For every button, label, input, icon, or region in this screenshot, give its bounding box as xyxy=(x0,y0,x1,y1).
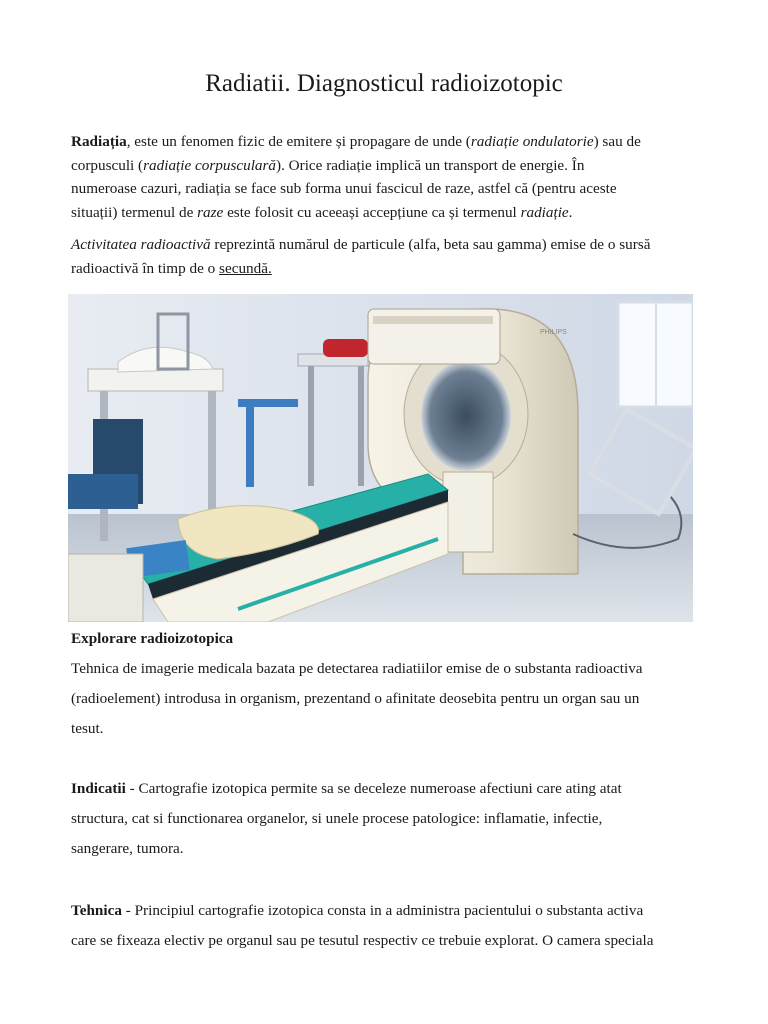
term-corpusculara: radiație corpusculară xyxy=(143,156,277,174)
text-run: - Cartografie izotopica permite sa se deceleze numeroase afectiuni care ating atat xyxy=(125,780,622,797)
text-line xyxy=(71,233,699,257)
text-run: corpusculi ( xyxy=(71,156,144,174)
text-line: (radioelement) introdusa in organism, prezentand o afinitate deosebita pentru un organ sau un xyxy=(71,690,640,707)
term-raze: raze xyxy=(197,203,224,221)
ct-scanner-photo xyxy=(68,294,693,622)
text-run: situații) termenul de xyxy=(71,203,198,221)
term-ondulatorie: radiație ondulatorie xyxy=(470,133,594,150)
label-tehnica: Tehnica xyxy=(71,902,122,919)
text-run: este folosit cu aceeași accepțiune ca și termenul xyxy=(223,203,521,221)
term-radiatie: radiație xyxy=(520,203,569,221)
link-secunda[interactable]: secundă. xyxy=(219,259,272,277)
paragraph-indicatii xyxy=(71,774,699,864)
text-line xyxy=(71,154,699,178)
term-radiatia: Radiația xyxy=(71,133,127,150)
text-run: ) sau de xyxy=(593,133,641,150)
text-run: radioactivă în timp de o xyxy=(71,259,220,277)
text-line: Tehnica de imagerie medicala bazata pe detectarea radiatiilor emise de o substanta radioactiva xyxy=(71,660,643,677)
text-line xyxy=(71,201,699,225)
text-line xyxy=(71,130,699,154)
heading-text: Explorare radioizotopica xyxy=(71,630,234,647)
heading-explorare xyxy=(71,627,699,651)
paragraph-activitatea xyxy=(71,233,699,280)
text-run: , este un fenomen fizic de emitere și propagare de unde ( xyxy=(126,133,471,150)
text-line: tesut. xyxy=(71,720,104,737)
text-line xyxy=(71,774,699,804)
label-indicatii: Indicatii xyxy=(71,780,126,797)
text-line: structura, cat si functionarea organelor, si unele procese patologice: inflamatie, infectie, xyxy=(71,810,603,827)
page-title: Radiatii. Diagnosticul radioizotopic xyxy=(205,70,563,97)
text-run: ). Orice radiație implică un transport de energie. În xyxy=(276,156,585,174)
text-line: care se fixeaza electiv pe organul sau pe tesutul respectiv ce trebuie explorat. O camera speciala xyxy=(71,932,654,949)
paragraph-radiatia xyxy=(71,130,699,224)
text-run: - Principiul cartografie izotopica consta in a administra pacientului o substanta activa xyxy=(121,902,644,919)
text-line xyxy=(71,896,699,926)
paragraph-tehnica-imagerie xyxy=(71,654,699,744)
philips-logo-text: PHILIPS xyxy=(540,329,567,336)
text-line: sangerare, tumora. xyxy=(71,840,184,857)
text-run: . xyxy=(568,203,573,221)
paragraph-tehnica xyxy=(71,896,699,956)
text-run: reprezintă numărul de particule (alfa, beta sau gamma) emise de o sursă xyxy=(210,236,651,253)
text-line: numeroase cazuri, radiația se face sub forma unui fascicul de raze, astfel că (pentru aceste xyxy=(71,180,617,197)
term-activitatea: Activitatea radioactivă xyxy=(71,236,211,253)
text-line xyxy=(71,257,699,281)
